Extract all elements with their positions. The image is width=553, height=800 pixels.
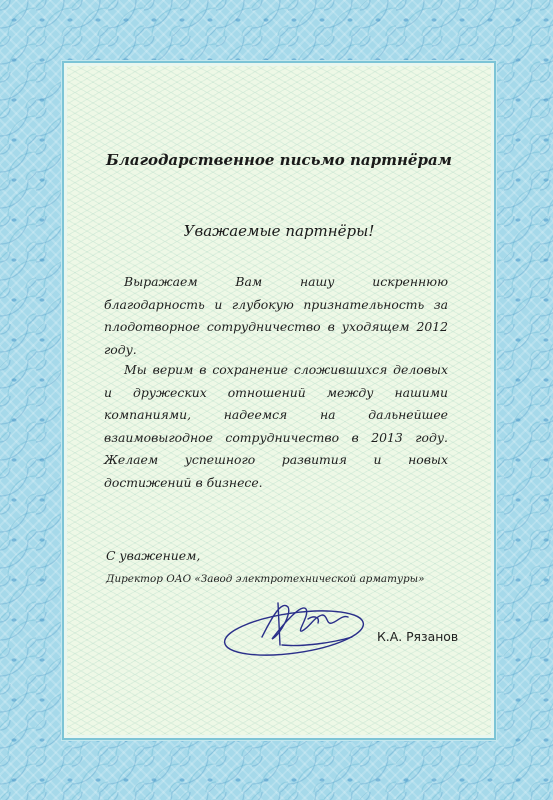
letter-title: Благодарственное письмо партнёрам bbox=[106, 151, 452, 169]
closing-phrase: С уважением, bbox=[106, 548, 201, 563]
greeting: Уважаемые партнёры! bbox=[183, 222, 375, 240]
paragraph-gratitude: Выражаем Вам нашу искреннюю благодарность и глубокую признательность за плодотворное сотрудничество в уходящем 2012 году. bbox=[104, 274, 448, 357]
paragraph-wishes: Мы верим в сохранение сложившихся деловых и дружеских отношений между нашими компаниями, надеемся на дальнейшее взаимовыгодное сотрудничество в 2013 году. Желаем успешного развития и новых достижений в бизнесе. bbox=[104, 362, 448, 490]
signature-icon bbox=[222, 593, 382, 663]
signer-name: К.А. Рязанов bbox=[377, 629, 459, 644]
signer-position: Директор ОАО «Завод электротехнической арматуры» bbox=[106, 573, 425, 585]
letter-body bbox=[62, 61, 496, 740]
